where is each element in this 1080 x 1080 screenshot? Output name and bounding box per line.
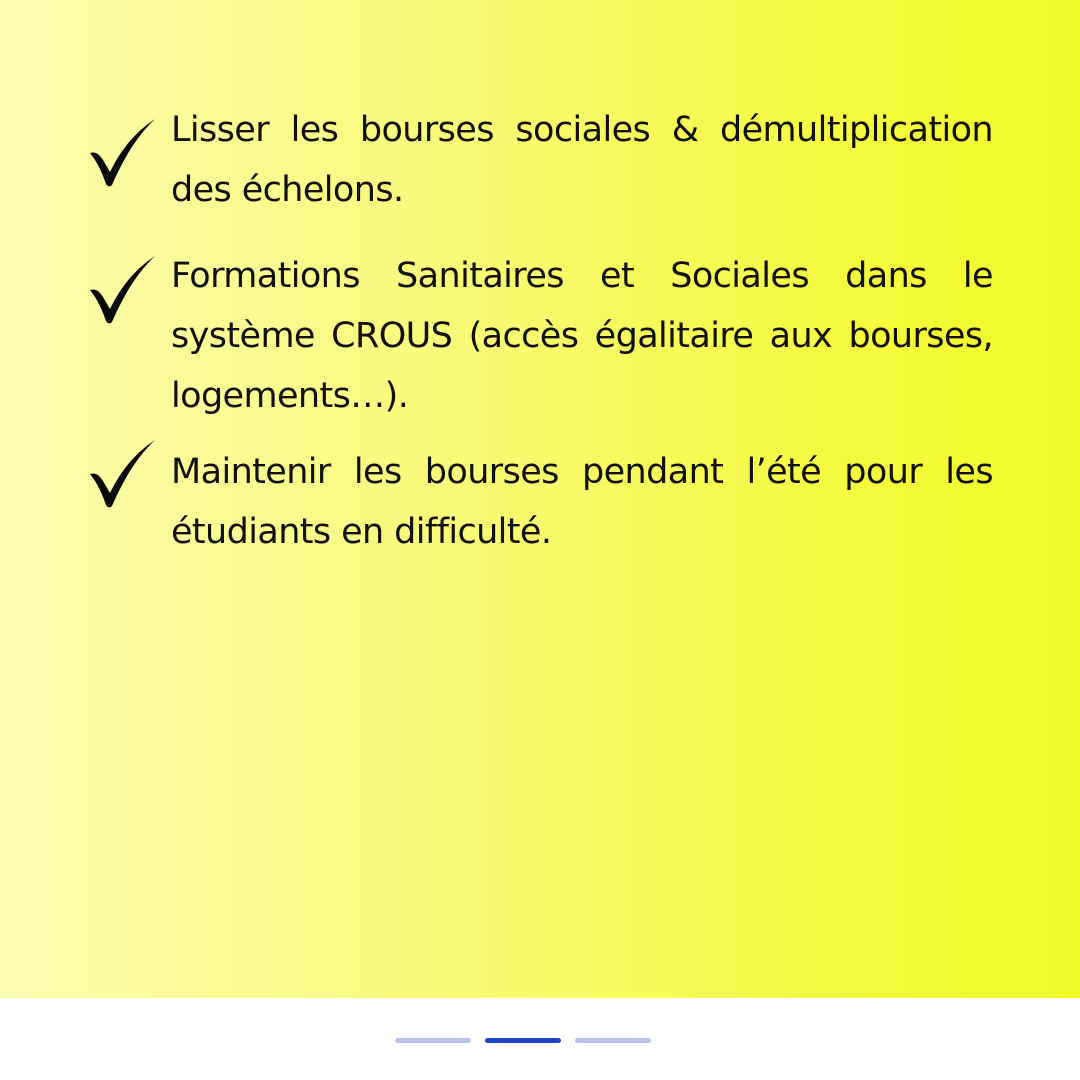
checkmark-icon xyxy=(86,252,160,326)
list-item-text: Lisser les bourses sociales & démultiplication des échelons. xyxy=(171,110,993,210)
checkmark-icon xyxy=(86,115,160,189)
checkmark-icon xyxy=(86,436,160,510)
carousel-pagination xyxy=(395,1038,651,1044)
list-item-text: Maintenir les bourses pendant l’été pour les étudiants en difficulté. xyxy=(171,452,993,552)
pagination-indicator-2[interactable] xyxy=(485,1038,561,1043)
list-item-text: Formations Sanitaires et Sociales dans le système CROUS (accès égalitaire aux bourses, logements…). xyxy=(171,256,993,416)
pagination-indicator-3[interactable] xyxy=(575,1038,651,1043)
pagination-indicator-1[interactable] xyxy=(395,1038,471,1043)
